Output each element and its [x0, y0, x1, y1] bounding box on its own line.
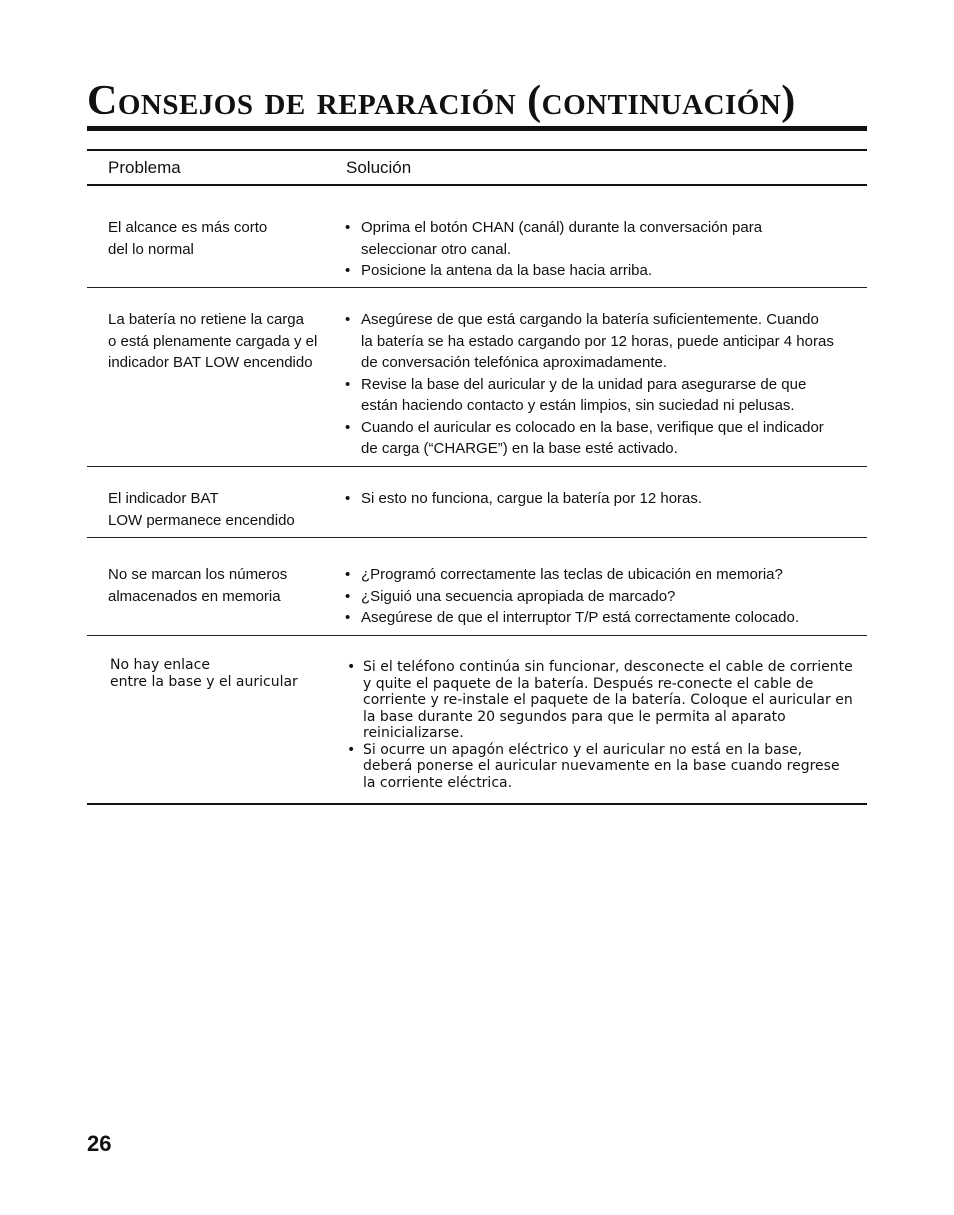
problem-line: o está plenamente cargada y el — [108, 332, 318, 350]
title-underline — [87, 126, 867, 131]
problem-line: El indicador BAT — [108, 490, 219, 507]
solution-line: la batería se ha estado cargando por 12 horas, puede anticipar 4 horas — [361, 332, 834, 350]
solution-line: Si el teléfono continúa sin funcionar, desconecte el cable de corriente — [363, 659, 853, 675]
row-divider — [87, 466, 867, 467]
bullet-icon: • — [347, 741, 356, 758]
problem-line: El alcance es más corto — [108, 219, 268, 236]
problem-line: La batería no retiene la carga — [108, 311, 304, 328]
solution-item — [347, 659, 865, 742]
problem-line: del lo normal — [108, 240, 194, 258]
table-header-solution: Solución — [346, 158, 412, 177]
bullet-icon: • — [345, 490, 351, 507]
problem-line: indicador BAT LOW encendido — [108, 354, 313, 371]
row-divider — [87, 537, 867, 538]
problem-cell — [108, 309, 333, 374]
bullet-icon: • — [345, 566, 351, 583]
bullet-icon: • — [345, 418, 351, 436]
solution-item — [345, 309, 865, 374]
solution-item — [345, 488, 865, 510]
page-title: Consejos de reparación (continuación) — [87, 78, 796, 124]
solution-list — [345, 309, 865, 460]
solution-line: deberá ponerse el auricular nuevamente en la base cuando regrese — [363, 758, 840, 774]
solution-line: y quite el paquete de la batería. Después re-conecte el cable de — [363, 675, 814, 692]
solution-item — [345, 374, 865, 417]
solution-line: Si esto no funciona, cargue la batería por 12 horas. — [361, 490, 703, 507]
solution-item — [345, 417, 865, 460]
solution-line: de conversación telefónica aproximadamente. — [361, 354, 668, 371]
problem-line: No hay enlace — [110, 657, 210, 673]
solution-list — [345, 564, 865, 629]
table-header-bottom-rule — [87, 184, 867, 186]
solution-item — [347, 742, 865, 792]
row-divider — [87, 803, 867, 805]
solution-line: ¿Programó correctamente las teclas de ubicación en memoria? — [361, 566, 783, 583]
solution-list — [345, 488, 865, 510]
solution-item — [345, 260, 865, 282]
solution-line: reinicializarse. — [363, 725, 464, 741]
row-divider — [87, 287, 867, 288]
table-header-problem: Problema — [108, 158, 181, 177]
solution-line: corriente y re-instale el paquete de la batería. Coloque el auricular en — [363, 692, 853, 708]
solution-line: la corriente eléctrica. — [363, 774, 513, 791]
bullet-icon: • — [345, 219, 351, 236]
page-number: 26 — [87, 1131, 112, 1156]
problem-line: almacenados en memoria — [108, 587, 281, 605]
solution-line: la base durante 20 segundos para que le permita al aparato — [363, 708, 786, 725]
solution-line: Si ocurre un apagón eléctrico y el auricular no está en la base, — [363, 741, 803, 758]
solution-line: de carga (“CHARGE”) en la base esté activado. — [361, 440, 678, 457]
solution-line: Asegúrese de que el interruptor T/P está correctamente colocado. — [361, 609, 800, 626]
solution-item — [345, 217, 865, 260]
solution-line: Oprima el botón CHAN (canál) durante la conversación para — [361, 219, 763, 236]
solution-line: Revise la base del auricular y de la unidad para asegurarse de que — [361, 375, 807, 393]
bullet-icon: • — [345, 587, 351, 605]
solution-item — [345, 586, 865, 608]
problem-line: entre la base y el auricular — [110, 674, 298, 690]
bullet-icon: • — [347, 659, 356, 675]
solution-line: ¿Siguió una secuencia apropiada de marcado? — [361, 587, 676, 605]
bullet-icon: • — [345, 262, 351, 279]
solution-line: Posicione la antena da la base hacia arriba. — [361, 262, 653, 279]
solution-list — [345, 217, 865, 282]
bullet-icon: • — [345, 609, 351, 626]
problem-line: LOW permanece encendido — [108, 511, 295, 529]
solution-item — [345, 607, 865, 629]
problem-cell — [108, 564, 333, 607]
solution-line: Cuando el auricular es colocado en la base, verifique que el indicador — [361, 418, 824, 436]
table-header-top-rule — [87, 149, 867, 151]
solution-line: seleccionar otro canal. — [361, 240, 512, 258]
problem-line: No se marcan los números — [108, 566, 288, 583]
row-divider — [87, 635, 867, 636]
bullet-icon: • — [345, 375, 351, 393]
solution-item — [345, 564, 865, 586]
solution-line: Asegúrese de que está cargando la batería suficientemente. Cuando — [361, 311, 819, 328]
problem-cell — [108, 217, 333, 260]
problem-cell — [108, 488, 333, 531]
solution-list — [347, 659, 865, 791]
problem-cell — [110, 657, 335, 691]
solution-line: están haciendo contacto y están limpios, sin suciedad ni pelusas. — [361, 397, 795, 414]
bullet-icon: • — [345, 311, 351, 328]
